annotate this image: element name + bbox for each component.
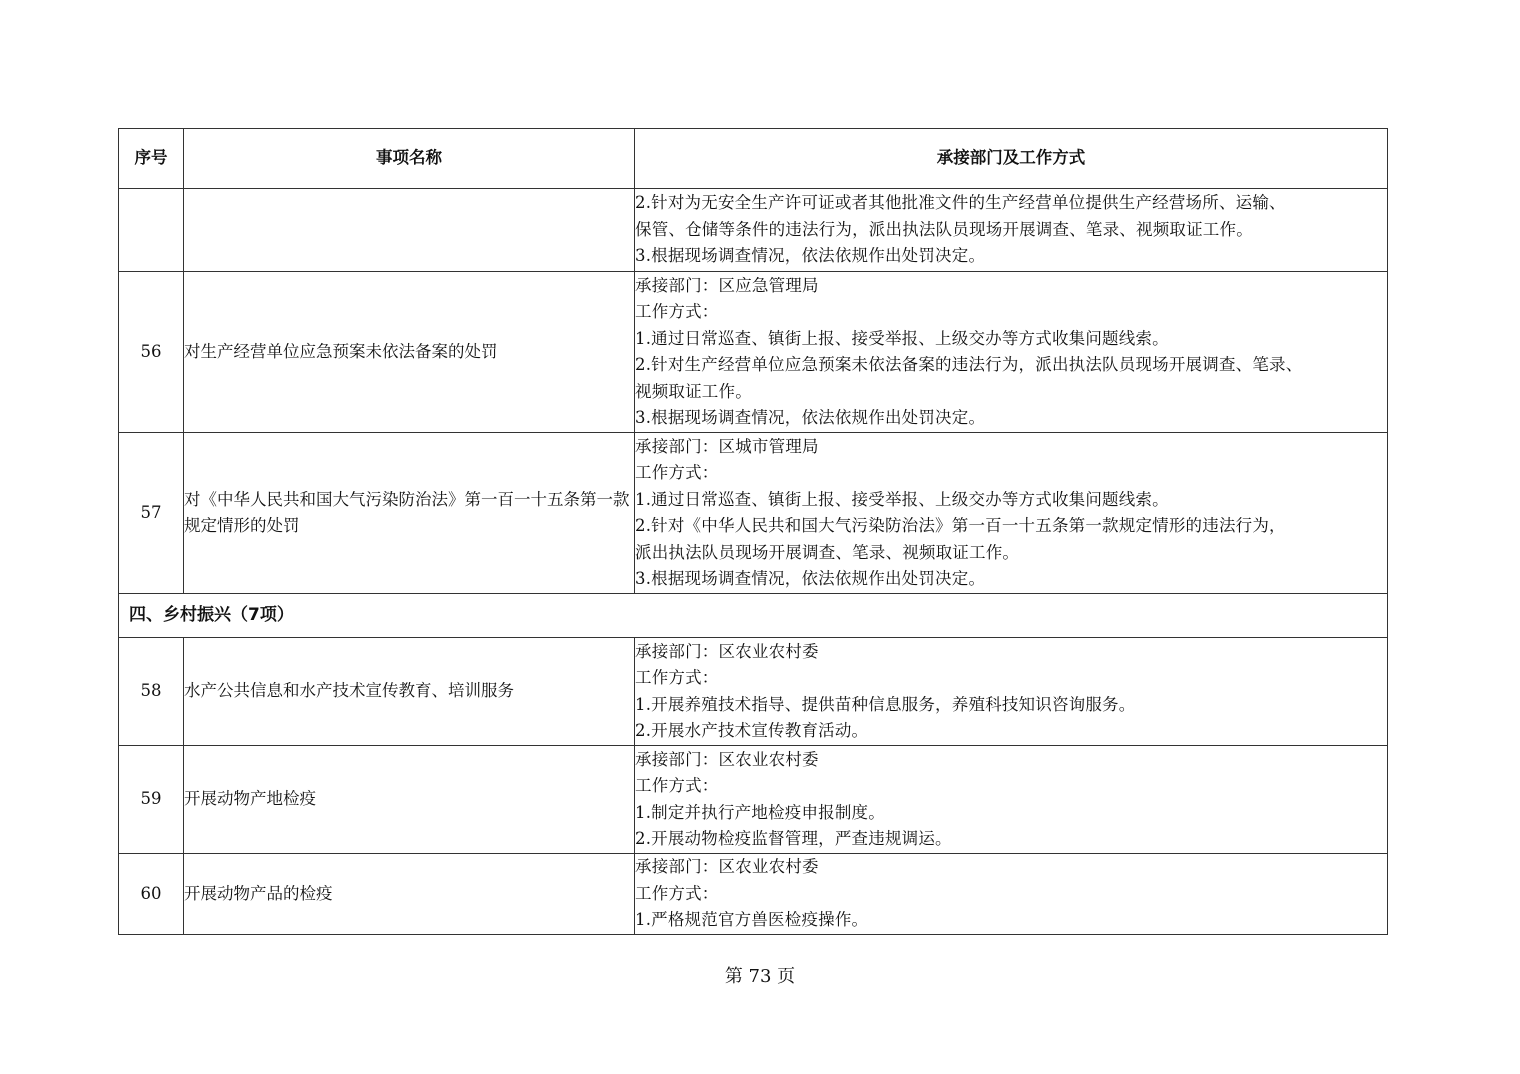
row-method bbox=[635, 272, 1388, 433]
method-line: 2.针对为无安全生产许可证或者其他批准文件的生产经营单位提供生产经营场所、运输、 bbox=[635, 193, 1286, 213]
row-number: 60 bbox=[119, 854, 184, 935]
section-row bbox=[119, 594, 1388, 638]
method-line: 工作方式： bbox=[635, 883, 719, 903]
table-row bbox=[119, 433, 1388, 594]
items-table bbox=[118, 128, 1388, 935]
method-line: 承接部门：区应急管理局 bbox=[635, 275, 819, 295]
method-line: 1.开展养殖技术指导、提供苗种信息服务，养殖科技知识咨询服务。 bbox=[635, 694, 1136, 714]
method-line: 工作方式： bbox=[635, 302, 719, 321]
method-line: 1.通过日常巡查、镇街上报、接受举报、上级交办等方式收集问题线索。 bbox=[635, 328, 1169, 348]
method-line: 2.针对生产经营单位应急预案未依法备案的违法行为，派出执法队员现场开展调查、笔录、 bbox=[635, 355, 1303, 374]
row-number: 56 bbox=[119, 272, 184, 433]
header-method: 承接部门及工作方式 bbox=[635, 129, 1388, 189]
method-line: 2.针对《中华人民共和国大气污染防治法》第一百一十五条第一款规定情形的违法行为， bbox=[635, 516, 1286, 535]
header-seq: 序号 bbox=[119, 129, 184, 189]
row-item-name: 开展动物产地检疫 bbox=[184, 746, 635, 854]
row-item-name: 水产公共信息和水产技术宣传教育、培训服务 bbox=[184, 638, 635, 746]
row-item-name bbox=[184, 189, 635, 272]
method-line: 承接部门：区农业农村委 bbox=[635, 641, 819, 661]
row-method bbox=[635, 746, 1388, 854]
method-line: 3.根据现场调查情况，依法依规作出处罚决定。 bbox=[635, 408, 986, 427]
method-line: 视频取证工作。 bbox=[635, 381, 752, 401]
row-number: 58 bbox=[119, 638, 184, 746]
method-line: 承接部门：区农业农村委 bbox=[635, 749, 819, 769]
method-line: 工作方式： bbox=[635, 463, 719, 482]
method-line: 派出执法队员现场开展调查、笔录、视频取证工作。 bbox=[635, 542, 1020, 562]
method-line: 保管、仓储等条件的违法行为，派出执法队员现场开展调查、笔录、视频取证工作。 bbox=[635, 219, 1253, 239]
method-line: 2.开展动物检疫监督管理，严查违规调运。 bbox=[635, 829, 952, 848]
row-method bbox=[635, 638, 1388, 746]
row-method bbox=[635, 433, 1388, 594]
table-row bbox=[119, 746, 1388, 854]
method-line: 2.开展水产技术宣传教育活动。 bbox=[635, 721, 869, 740]
table-row bbox=[119, 638, 1388, 746]
row-number bbox=[119, 189, 184, 272]
row-method bbox=[635, 189, 1388, 272]
table-row bbox=[119, 272, 1388, 433]
method-line: 工作方式： bbox=[635, 776, 719, 795]
method-line: 1.严格规范官方兽医检疫操作。 bbox=[635, 910, 869, 930]
method-line: 1.制定并执行产地检疫申报制度。 bbox=[635, 802, 885, 822]
method-line: 3.根据现场调查情况，依法依规作出处罚决定。 bbox=[635, 246, 986, 266]
row-item-name: 对生产经营单位应急预案未依法备案的处罚 bbox=[184, 272, 635, 433]
row-item-name: 开展动物产品的检疫 bbox=[184, 854, 635, 935]
method-line: 承接部门：区城市管理局 bbox=[635, 436, 819, 456]
table-row bbox=[119, 189, 1388, 272]
method-line: 工作方式： bbox=[635, 668, 719, 687]
row-number: 59 bbox=[119, 746, 184, 854]
section-title: 四、乡村振兴（7项） bbox=[119, 594, 1388, 638]
method-line: 3.根据现场调查情况，依法依规作出处罚决定。 bbox=[635, 569, 986, 588]
header-name: 事项名称 bbox=[184, 129, 635, 189]
method-line: 1.通过日常巡查、镇街上报、接受举报、上级交办等方式收集问题线索。 bbox=[635, 489, 1169, 509]
row-method bbox=[635, 854, 1388, 935]
method-line: 承接部门：区农业农村委 bbox=[635, 857, 819, 877]
page-number: 第 73 页 bbox=[724, 966, 796, 987]
row-number: 57 bbox=[119, 433, 184, 594]
table-row bbox=[119, 854, 1388, 935]
row-item-name: 对《中华人民共和国大气污染防治法》第一百一十五条第一款规定情形的处罚 bbox=[184, 433, 635, 594]
table-header-row bbox=[119, 129, 1388, 189]
